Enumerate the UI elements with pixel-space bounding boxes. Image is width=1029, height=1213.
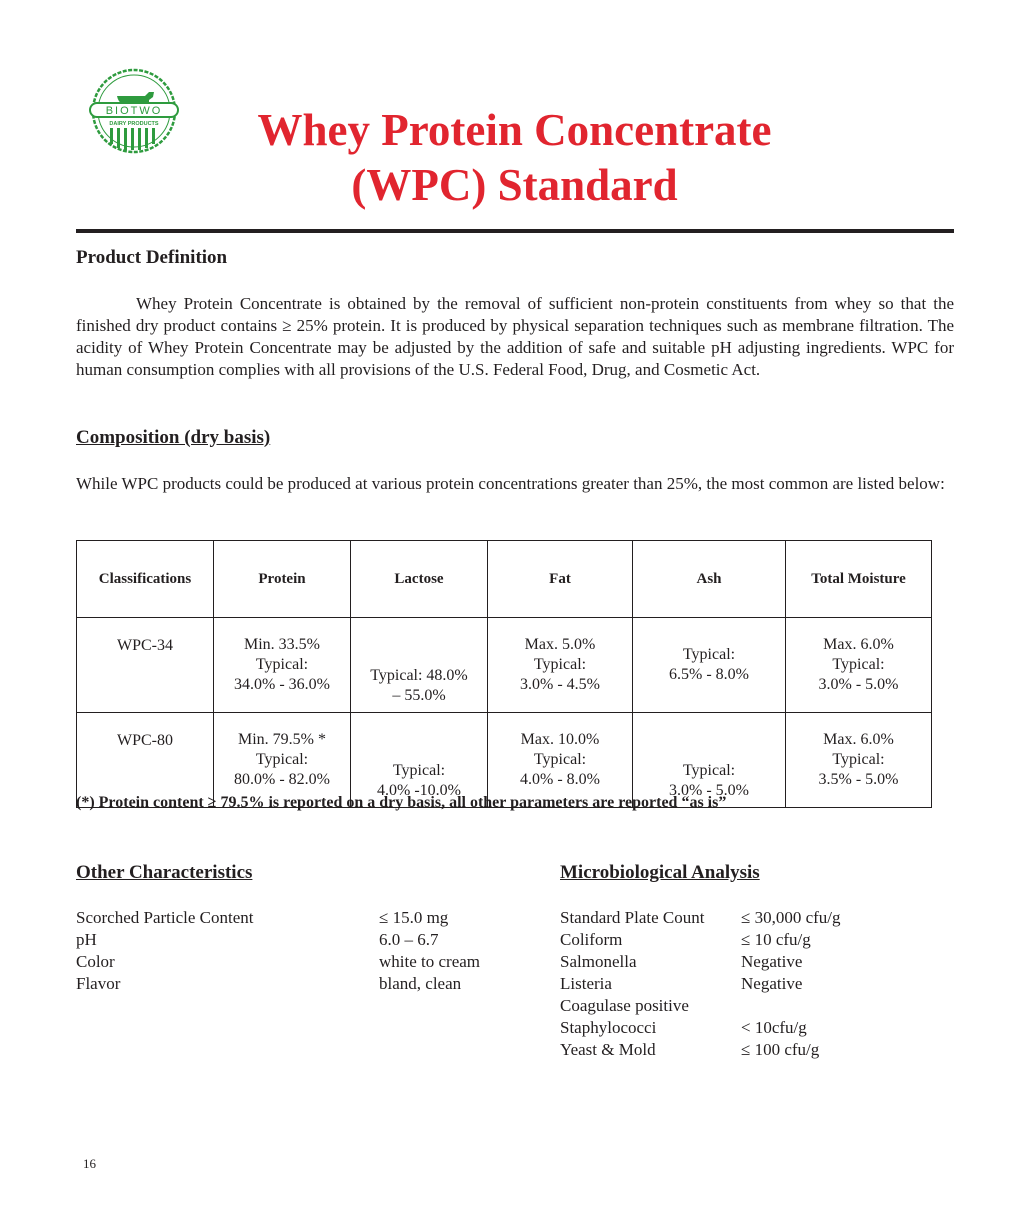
cell-fat: Max. 5.0% Typical: 3.0% - 4.5% (488, 618, 633, 713)
item-label: Scorched Particle Content (76, 908, 254, 927)
cell-protein: Min. 79.5% * Typical: 80.0% - 82.0% (214, 713, 351, 808)
item-label: Color (76, 952, 115, 971)
other-characteristics-heading: Other Characteristics (76, 862, 253, 883)
header-lactose: Lactose (351, 541, 488, 618)
cell-ash: Typical: 3.0% - 5.0% (633, 713, 786, 808)
header-ash: Ash (633, 541, 786, 618)
microbiological-heading: Microbiological Analysis (560, 862, 760, 883)
cell-fat: Max. 10.0% Typical: 4.0% - 8.0% (488, 713, 633, 808)
item-label: pH (76, 930, 97, 949)
composition-heading: Composition (dry basis) (76, 427, 271, 448)
cell-protein: Min. 33.5% Typical: 34.0% - 36.0% (214, 618, 351, 713)
item-value: ≤ 100 cfu/g (741, 1040, 820, 1059)
item-value: ≤ 15.0 mg (379, 908, 449, 927)
item-label: Yeast & Mold (560, 1040, 656, 1059)
header-total-moisture: Total Moisture (786, 541, 932, 618)
item-label: Coagulase positive (560, 996, 689, 1015)
cell-lactose: Typical: 4.0% -10.0% (351, 713, 488, 808)
title-line-1: Whey Protein Concentrate (257, 105, 772, 155)
header-fat: Fat (488, 541, 633, 618)
header-protein: Protein (214, 541, 351, 618)
table-footnote: (*) Protein content ≥ 79.5% is reported on a dry basis, all other parameters are reported “as is” (76, 794, 727, 811)
cell-classification: WPC-34 (77, 618, 214, 713)
svg-text:BIOTWO: BIOTWO (105, 105, 163, 117)
composition-table (76, 540, 932, 808)
header-classifications: Classifications (77, 541, 214, 618)
definition-heading: Product Definition (76, 247, 228, 268)
table-row (77, 618, 932, 713)
composition-intro: While WPC products could be produced at various protein concentrations greater than 25%, the most common are listed below: (76, 474, 945, 493)
item-value: Negative (741, 974, 803, 993)
item-label: Coliform (560, 930, 623, 949)
item-value: ≤ 30,000 cfu/g (741, 908, 841, 927)
definition-text: Whey Protein Concentrate is obtained by the removal of sufficient non-protein constituents from whey so that the finished dry product contains ≥ 25% protein. It is produced by physical separation techniques such as membrane filtration. The acidity of Whey Protein Concentrate may be adjusted by the addition of safe and suitable pH adjusting ingredients. WPC for human consumption complies with all provisions of the U.S. Federal Food, Drug, and Cosmetic Act. (76, 294, 954, 379)
table-header-row (77, 541, 932, 618)
item-label: Staphylococci (560, 1018, 657, 1037)
item-value: 6.0 – 6.7 (379, 930, 439, 949)
item-value: ≤ 10 cfu/g (741, 930, 811, 949)
title-divider (76, 229, 954, 233)
item-label: Standard Plate Count (560, 908, 705, 927)
cell-ash: Typical: 6.5% - 8.0% (633, 618, 786, 713)
item-value: < 10cfu/g (741, 1018, 807, 1037)
item-label: Flavor (76, 974, 121, 993)
item-value: white to cream (379, 952, 481, 971)
cell-moisture: Max. 6.0% Typical: 3.5% - 5.0% (786, 713, 932, 808)
cell-classification: WPC-80 (77, 713, 214, 808)
item-value: bland, clean (379, 974, 462, 993)
item-label: Salmonella (560, 952, 637, 971)
title-line-2: (WPC) Standard (351, 160, 678, 210)
item-value: Negative (741, 952, 803, 971)
cell-moisture: Max. 6.0% Typical: 3.0% - 5.0% (786, 618, 932, 713)
cell-lactose: Typical: 48.0% – 55.0% (351, 618, 488, 713)
page-number: 16 (83, 1156, 96, 1171)
svg-text:DAIRY PRODUCTS: DAIRY PRODUCTS (109, 121, 159, 127)
item-label: Listeria (560, 974, 612, 993)
